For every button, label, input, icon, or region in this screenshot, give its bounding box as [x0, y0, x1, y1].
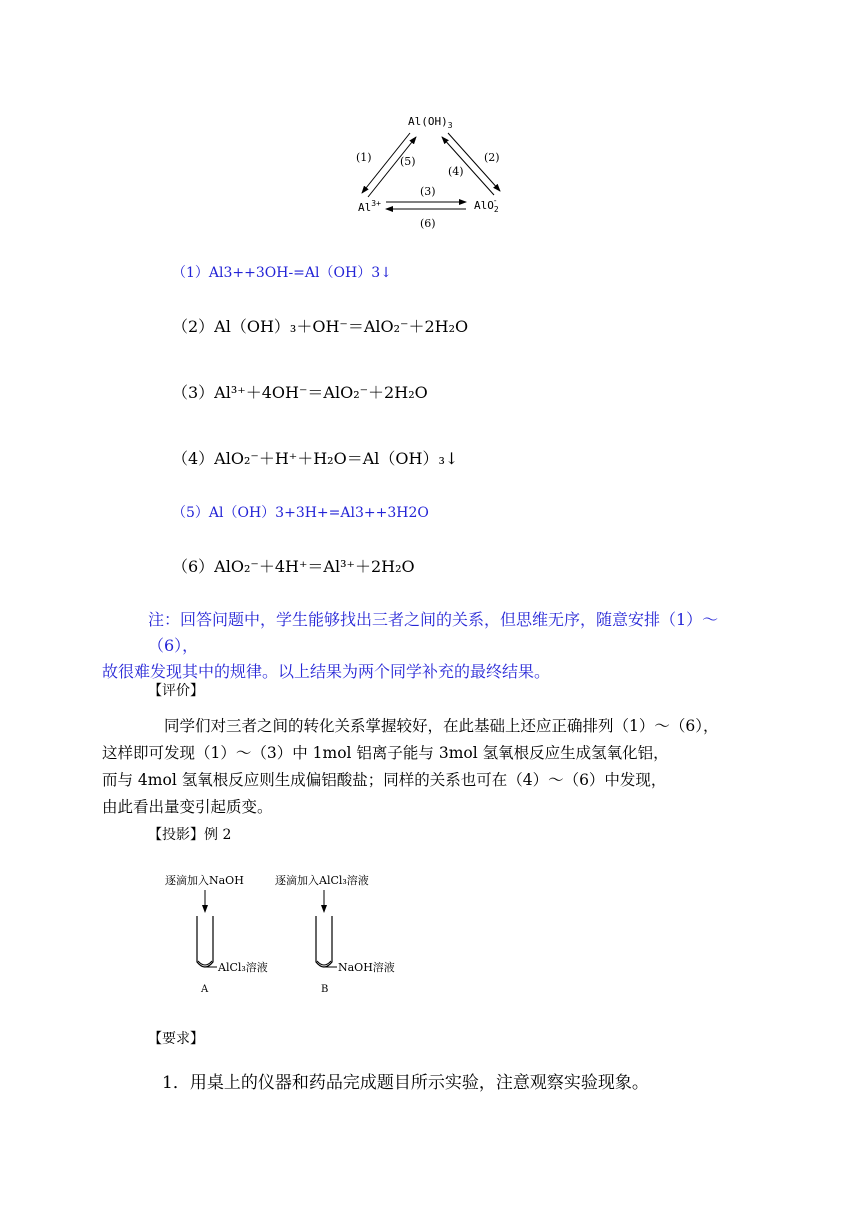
experiment-diagram-svg: [165, 868, 405, 998]
note-line-1: 注：回答问题中，学生能够找出三者之间的关系，但思维无序，随意安排（1）～（6），: [148, 610, 719, 655]
section-requirement: 【要求】: [148, 1031, 204, 1047]
label-2: (2): [484, 151, 500, 164]
tube-b-top-label: 逐滴加入AlCl₃溶液: [275, 874, 369, 887]
tube-b-label: B: [321, 984, 329, 995]
tube-a-top-label: 逐滴加入NaOH: [165, 874, 244, 887]
equation-2: （2）Al（OH）₃＋OH⁻＝AlO₂⁻＋2H₂O: [172, 317, 469, 336]
tube-b-side-label: NaOH溶液: [338, 961, 395, 974]
equation-3: （3）Al³⁺＋4OH⁻＝AlO₂⁻＋2H₂O: [172, 383, 428, 402]
node-al3: $Al^{3+}$: [358, 199, 381, 214]
label-4: (4): [448, 165, 464, 178]
evaluation-line-4: 由此看出量变引起质变。: [102, 798, 273, 816]
conversion-diagram-svg: [340, 105, 520, 235]
evaluation-line-3: 而与 4mol 氢氧根反应则生成偏铝酸盐；同样的关系也可在（4）～（6）中发现，: [102, 771, 667, 789]
label-5: (5): [400, 155, 416, 168]
tube-a-label: A: [201, 984, 209, 995]
label-3: (3): [420, 185, 436, 198]
node-aloh3: $Al(OH)_3$: [408, 115, 453, 130]
equation-1: （1）Al3++3OH-=Al（OH）3↓: [172, 265, 392, 281]
node-alo2: AlO$_2$-: [474, 196, 499, 214]
tube-b: [316, 916, 332, 967]
tube-a: [197, 916, 213, 967]
experiment-diagram: [165, 868, 405, 998]
evaluation-line-1: 同学们对三者之间的转化关系掌握较好，在此基础上还应正确排列（1）～（6），: [164, 717, 719, 735]
section-projection: 【投影】例 2: [148, 827, 232, 843]
section-evaluation: 【评价】: [148, 683, 204, 699]
note-paragraph: [102, 607, 752, 685]
evaluation-line-2: 这样即可发现（1）～（3）中 1mol 铝离子能与 3mol 氢氧根反应生成氢氧化铝，: [102, 744, 669, 762]
tube-a-side-label: AlCl₃溶液: [218, 961, 268, 974]
equation-4: （4）AlO₂⁻＋H⁺＋H₂O＝Al（OH）₃↓: [172, 449, 459, 468]
label-6: (6): [420, 217, 436, 230]
note-line-2: 故很难发现其中的规律。以上结果为两个同学补充的最终结果。: [102, 662, 551, 681]
label-1: (1): [356, 151, 372, 164]
evaluation-paragraph: [102, 713, 752, 821]
equation-5: （5）Al（OH）3+3H+=Al3++3H2O: [172, 505, 429, 521]
equation-6: （6）AlO₂⁻＋4H⁺＝Al³⁺＋2H₂O: [172, 557, 415, 576]
requirement-item-1: 1．用桌上的仪器和药品完成题目所示实验，注意观察实验现象。: [162, 1073, 649, 1093]
conversion-diagram: [340, 105, 520, 235]
